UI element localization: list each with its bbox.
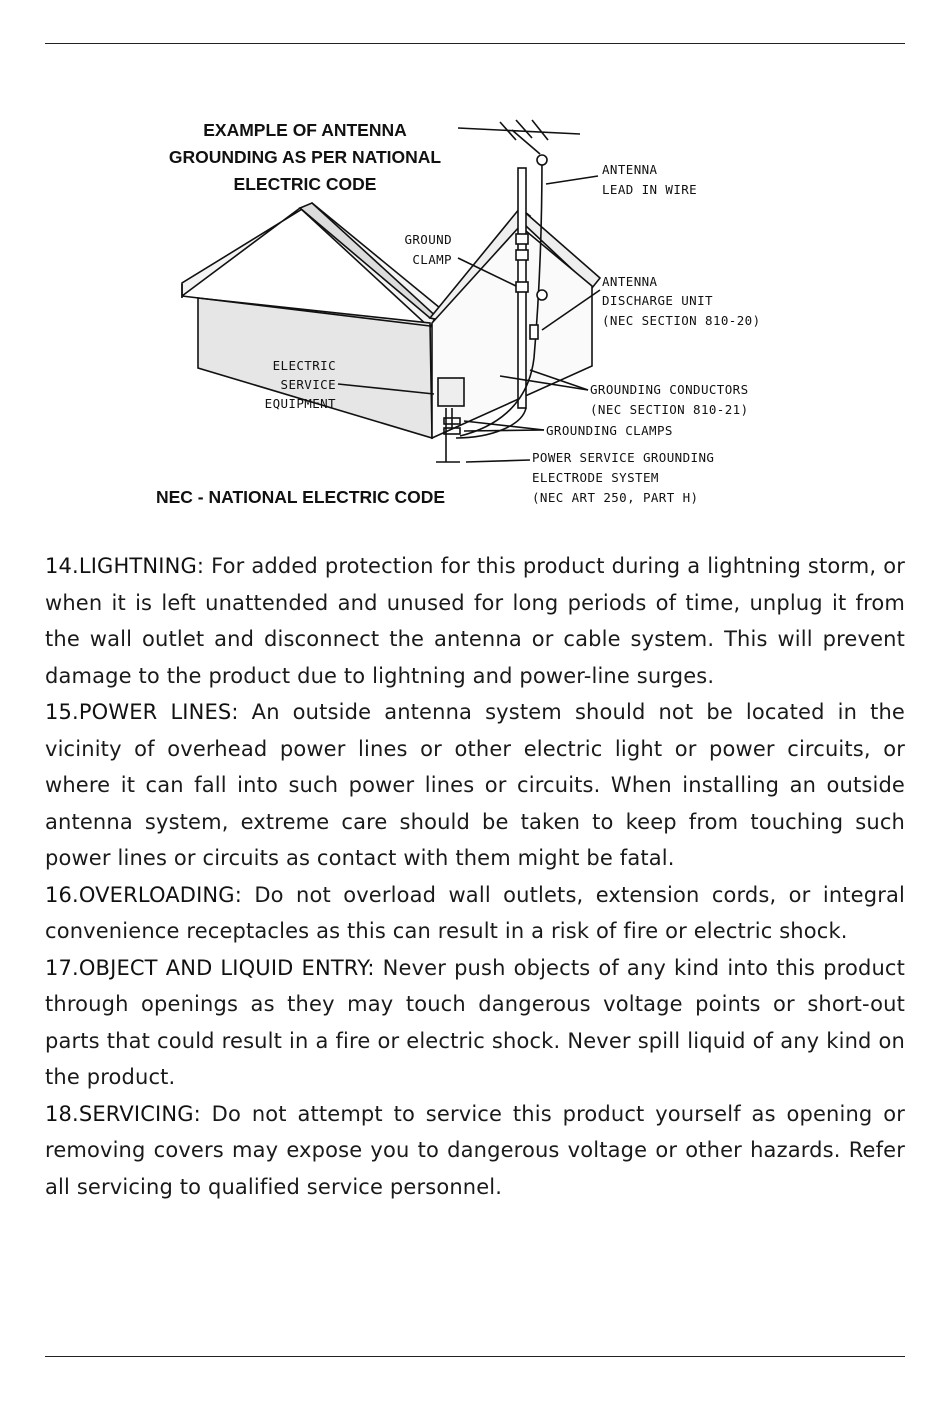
label-ground-clamp-1: GROUND	[404, 232, 452, 247]
label-electric-service-2: SERVICE	[280, 377, 336, 392]
item-heading: POWER LINES:	[78, 700, 239, 724]
item-text: Do not overload wall outlets, extension cords, or integral convenience receptacles as this can result in a risk of fire or electric shock.	[45, 882, 905, 943]
item-number: 16.	[45, 882, 79, 907]
label-antenna-lead-1: ANTENNA	[602, 162, 658, 177]
label-grounding-conductors-1: GROUNDING CONDUCTORS	[590, 382, 749, 397]
label-grounding-clamps: GROUNDING CLAMPS	[546, 423, 673, 438]
item-number: 17.	[45, 955, 79, 980]
diagram-footer: NEC - NATIONAL ELECTRIC CODE	[156, 487, 446, 507]
safety-instructions	[45, 548, 905, 1205]
instruction-item-16	[45, 877, 905, 950]
label-ground-clamp-2: CLAMP	[412, 252, 452, 267]
instruction-item-15	[45, 694, 905, 877]
label-electric-service-3: EQUIPMENT	[264, 396, 336, 411]
diagram-title-line-3: ELECTRIC CODE	[233, 174, 377, 194]
label-antenna-lead-2: LEAD IN WIRE	[602, 182, 698, 197]
top-rule	[45, 43, 905, 44]
item-text: Do not attempt to service this product yourself as opening or removing covers may expose you to dangerous voltage or other hazards. Refer all servicing to qualified service personnel.	[45, 1101, 905, 1199]
instruction-item-17	[45, 950, 905, 1096]
diagram-title-line-1: EXAMPLE OF ANTENNA	[203, 120, 407, 140]
instruction-item-18	[45, 1096, 905, 1206]
instruction-item-14	[45, 548, 905, 694]
diagram-title-line-2: GROUNDING AS PER NATIONAL	[168, 147, 442, 167]
label-power-service-3: (NEC ART 250, PART H)	[532, 490, 699, 505]
diagram-svg	[140, 108, 820, 528]
item-heading: OVERLOADING:	[78, 882, 242, 907]
item-text: An outside antenna system should not be located in the vicinity of overhead power lines or other electric light or power circuits, or where it can fall into such power lines or circuits. When installing an outside antenna system, extreme care should be taken to keep from touching such power lines or circuits as contact with them might be fatal.	[45, 700, 905, 870]
item-heading: SERVICING:	[78, 1101, 201, 1126]
item-number: 14.	[45, 554, 79, 578]
item-number: 18.	[45, 1101, 79, 1126]
item-text: For added protection for this product during a lightning storm, or when it is left unattended and unused for long periods of time, unplug it from the wall outlet and disconnect the antenna or cable system. This will prevent damage to the product due to lightning and power-line surges.	[45, 554, 905, 688]
item-text: Never push objects of any kind into this product through openings as they may touch dangerous voltage points or short-out parts that could result in a fire or electric shock. Never spill liquid of any kind on the product.	[45, 955, 905, 1089]
label-power-service-2: ELECTRODE SYSTEM	[532, 470, 659, 485]
item-heading: OBJECT AND LIQUID ENTRY:	[78, 955, 375, 980]
label-discharge-3: (NEC SECTION 810-20)	[602, 313, 761, 328]
label-electric-service-1: ELECTRIC	[272, 358, 336, 373]
label-discharge-1: ANTENNA	[602, 274, 658, 289]
antenna-grounding-diagram	[140, 108, 820, 528]
label-discharge-2: DISCHARGE UNIT	[602, 293, 713, 308]
item-number: 15.	[45, 700, 79, 724]
item-heading: LIGHTNING:	[78, 554, 205, 578]
label-power-service-1: POWER SERVICE GROUNDING	[532, 450, 715, 465]
bottom-rule	[45, 1356, 905, 1357]
label-grounding-conductors-2: (NEC SECTION 810-21)	[590, 402, 749, 417]
